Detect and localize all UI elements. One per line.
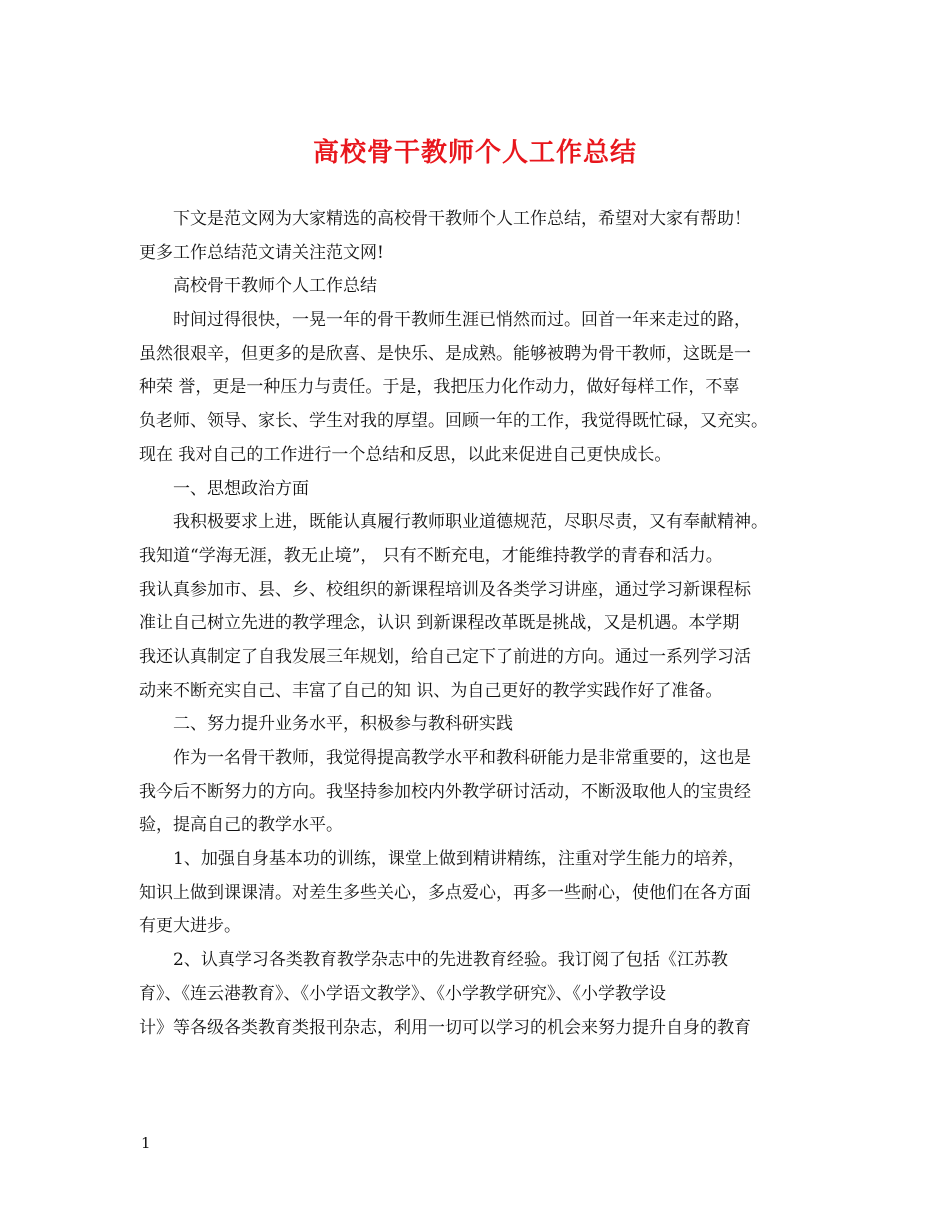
text-line: 我认真参加市、县、乡、校组织的新课程培训及各类学习讲座，通过学习新课程标 [139, 579, 751, 600]
text-line: 我知道“学海无涯，教无止境”， 只有不断充电，才能维持教学的青春和活力。 [139, 545, 723, 566]
text-line: 育》、《连云港教育》、《小学语文教学》、《小学教学研究》、《小学教学设 [139, 983, 666, 1004]
text-line: 我积极要求上进，既能认真履行教师职业道德规范，尽职尽责，又有奉献精神。 [173, 512, 768, 533]
text-line: 种荣 誉，更是一种压力与责任。于是，我把压力化作动力，做好每样工作，不辜 [139, 377, 740, 398]
text-line: 验，提高自己的教学水平。 [139, 815, 343, 836]
text-line: 动来不断充实自己、丰富了自己的知 识、为自己更好的教学实践作好了准备。 [139, 680, 723, 701]
text-line: 作为一名骨干教师，我觉得提高教学水平和教科研能力是非常重要的，这也是 [173, 748, 751, 768]
document-title: 高校骨干教师个人工作总结 [312, 138, 637, 168]
text-line: 现在 我对自己的工作进行一个总结和反思，以此来促进自己更快成长。 [139, 444, 672, 465]
text-line: 负老师、领导、家长、学生对我的厚望。回顾一年的工作，我觉得既忙碌，又充实。 [139, 411, 768, 432]
text-line: 虽然很艰辛，但更多的是欣喜、是快乐、是成熟。能够被聘为骨干教师，这既是一 [139, 343, 751, 364]
text-line: 二、努力提升业务水平，积极参与教科研实践 [173, 714, 513, 735]
document-body [139, 204, 827, 1046]
text-line: 时间过得很快，一晃一年的骨干教师生涯已悄然而过。回首一年来走过的路， [173, 310, 751, 331]
text-line: 计》等各级各类教育类报刊杂志，利用一切可以学习的机会来努力提升自身的教育 [139, 1017, 751, 1038]
text-line: 更多工作总结范文请关注范文网! [139, 242, 384, 263]
text-line: 高校骨干教师个人工作总结 [173, 276, 377, 297]
text-line: 我今后不断努力的方向。我坚持参加校内外教学研讨活动，不断汲取他人的宝贵经 [139, 781, 751, 802]
text-line: 有更大进步。 [139, 916, 241, 937]
text-line: 2、认真学习各类教育教学杂志中的先进教育经验。我订阅了包括《江苏教 [173, 950, 728, 971]
text-line: 一、思想政治方面 [173, 478, 309, 499]
text-line: 知识上做到课课清。对差生多些关心，多点爱心，再多一些耐心，使他们在各方面 [139, 882, 751, 903]
page-number: 1 [141, 1134, 151, 1152]
text-line: 我还认真制定了自我发展三年规划，给自己定下了前进的方向。通过一系列学习活 [139, 646, 751, 667]
text-line: 1、加强自身基本功的训练，课堂上做到精讲精练，注重对学生能力的培养， [173, 849, 745, 870]
text-line: 准让自己树立先进的教学理念，认识 到新课程改革既是挑战，又是机遇。本学期 [139, 613, 740, 634]
text-line: 下文是范文网为大家精选的高校骨干教师个人工作总结，希望对大家有帮助！ [173, 209, 751, 229]
